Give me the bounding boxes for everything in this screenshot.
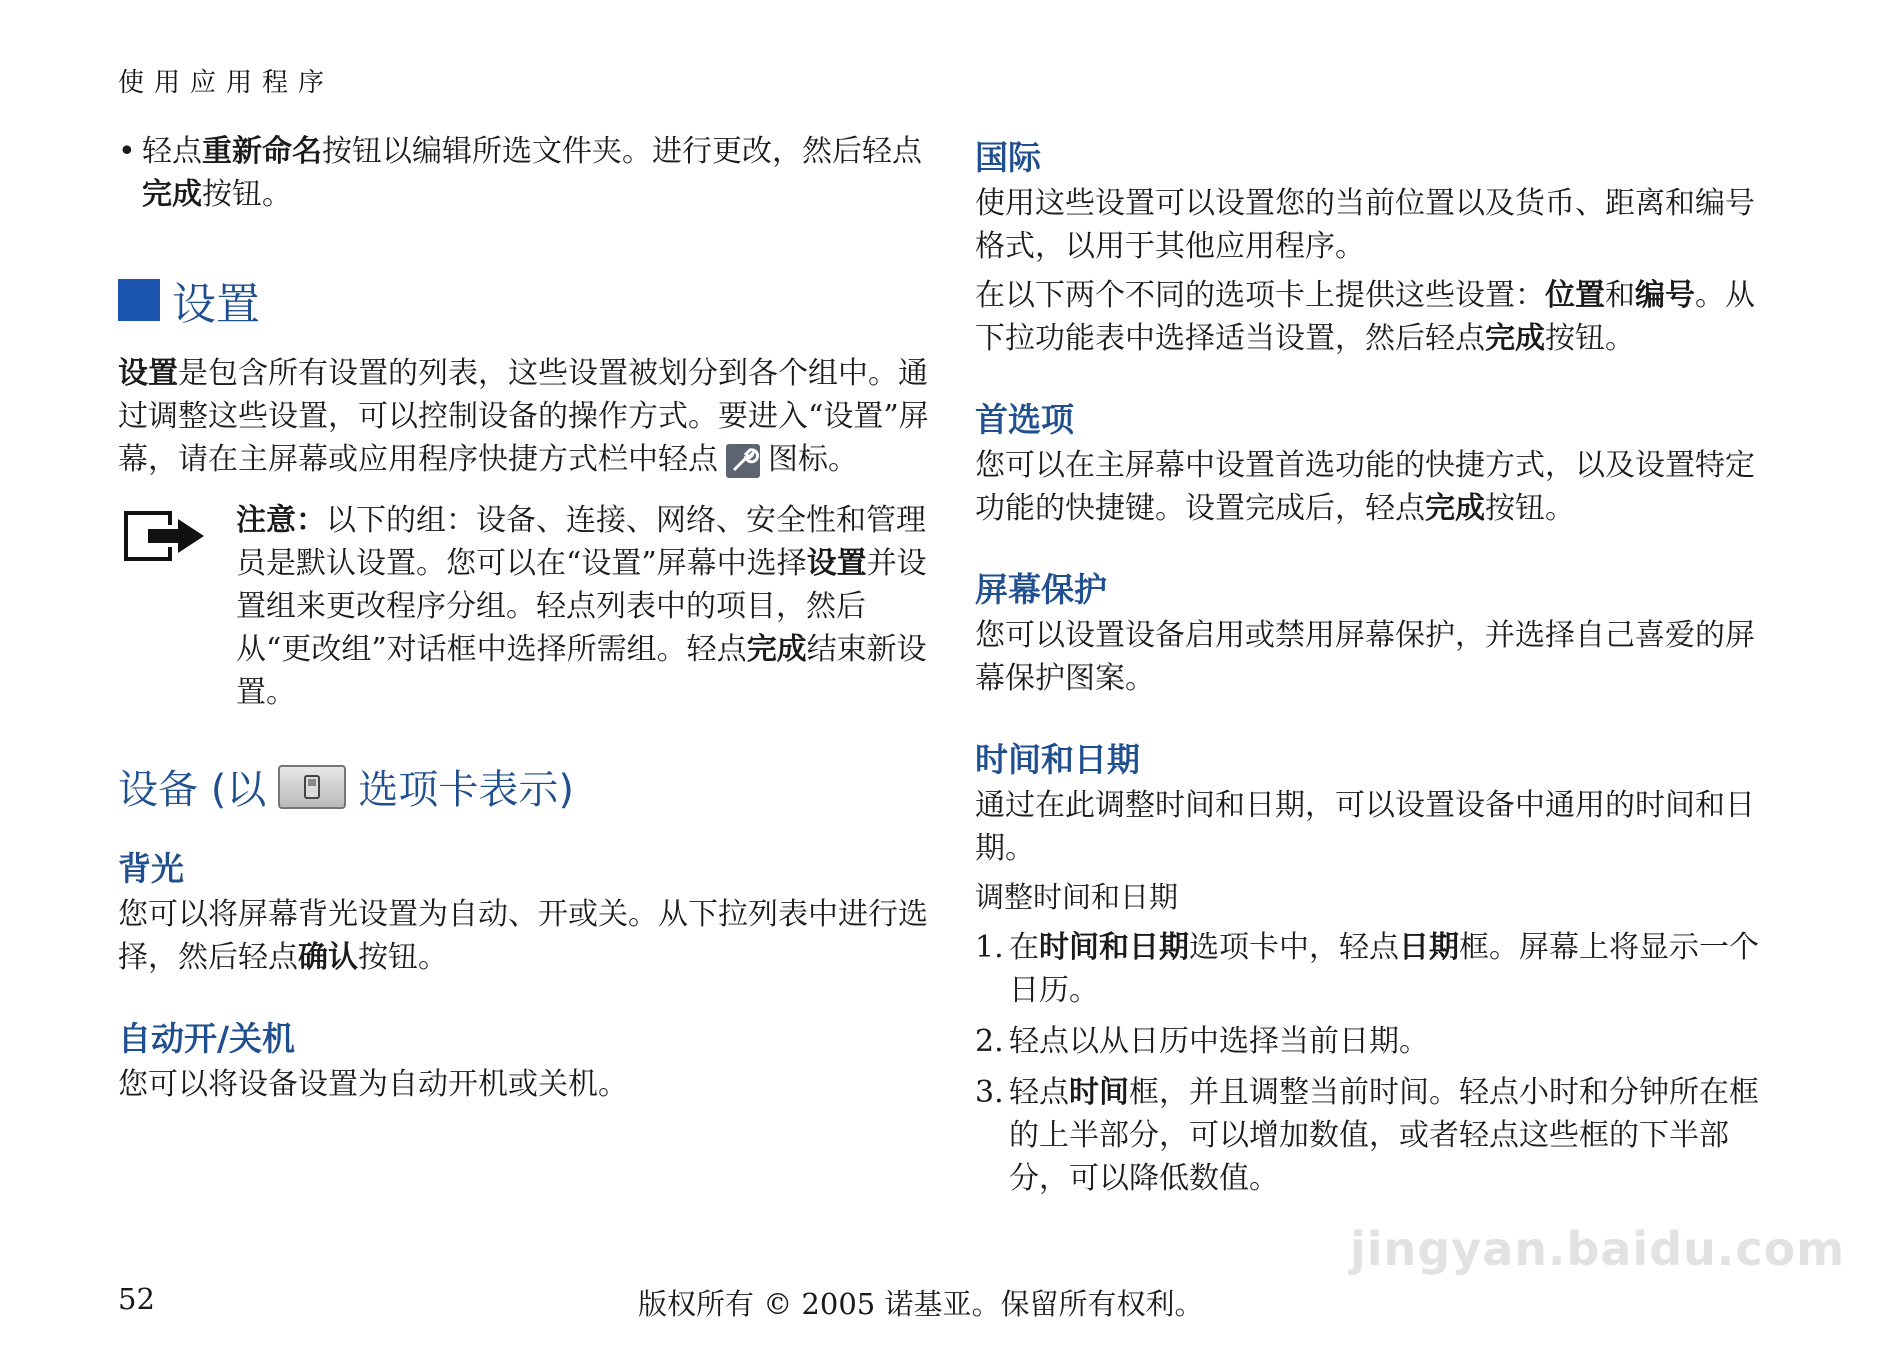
time-date-heading: 时间和日期 [975,740,1140,779]
backlight-text: 您可以将屏幕背光设置为自动、开或关。从下拉列表中进行选择，然后轻点确认按钮。 [118,897,928,975]
note-text: 注意：以下的组：设备、连接、网络、安全性和管理员是默认设置。您可以在“设置”屏幕中选择设置并设置组来更改程序分组。轻点列表中的项目，然后从“更改组”对话框中选择所需组。轻点完成结束新设置。 [236,503,927,710]
time-date-text: 通过在此调整时间和日期，可以设置设备中通用的时间和日期。 [975,788,1755,866]
bullet-text: 轻点重新命名按钮以编辑所选文件夹。进行更改，然后轻点完成按钮。 [142,134,922,212]
preferences-section [975,398,1775,530]
auto-power-text: 您可以将设备设置为自动开机或关机。 [118,1067,628,1102]
wrench-icon [726,444,760,478]
left-column [118,130,938,1128]
watermark: jingyan.baidu.com [1350,1222,1846,1276]
settings-heading: 设置 [118,268,938,332]
backlight-heading: 背光 [118,849,184,888]
bullet-mark: • [118,134,136,169]
copyright-line: 版权所有 © 2005 诺基亚。保留所有权利。 [638,1287,1204,1321]
running-head: 使用应用程序 [118,68,335,98]
adjust-time-date-heading: 调整时间和日期 [975,880,1179,914]
right-column [975,136,1775,1222]
international-section [975,136,1775,360]
phone-tab-icon [278,765,346,809]
backlight-section [118,847,938,979]
step-item: 2. 轻点以从日历中选择当前日期。 [975,1024,1429,1059]
screensaver-section [975,568,1775,700]
auto-power-heading: 自动开/关机 [118,1019,296,1058]
preferences-text: 您可以在主屏幕中设置首选功能的快捷方式，以及设置特定功能的快捷键。设置完成后，轻点完成按钮。 [975,448,1755,526]
preferences-heading: 首选项 [975,400,1074,439]
international-heading: 国际 [975,138,1041,177]
bullet-item-rename [118,130,938,216]
note-box [118,499,938,714]
international-para-1: 使用这些设置可以设置您的当前位置以及货币、距离和编号格式，以用于其他应用程序。 [975,186,1755,264]
auto-power-section [118,1017,938,1106]
time-date-section [975,738,1775,1200]
page-number: 52 [118,1282,155,1316]
settings-paragraph: 设置是包含所有设置的列表，这些设置被划分到各个组中。通过调整这些设置，可以控制设备的操作方式。要进入“设置”屏幕，请在主屏幕或应用程序快捷方式栏中轻点 图标。 [118,356,929,477]
step-item: 3. 轻点时间框，并且调整当前时间。轻点小时和分钟所在框的上半部分，可以增加数值，或者轻点这些框的下半部分，可以降低数值。 [975,1075,1759,1196]
note-icon [118,499,236,714]
screensaver-text: 您可以设置设备启用或禁用屏幕保护，并选择自己喜爱的屏幕保护图案。 [975,618,1755,696]
step-item: 1. 在时间和日期选项卡中，轻点日期框。屏幕上将显示一个日历。 [975,930,1759,1008]
heading-square-icon [118,279,160,321]
device-heading: 设备 (以 选项卡表示) [118,758,938,815]
international-para-2: 在以下两个不同的选项卡上提供这些设置：位置和编号。从下拉功能表中选择适当设置，然后轻点完成按钮。 [975,278,1755,356]
screensaver-heading: 屏幕保护 [975,570,1107,609]
